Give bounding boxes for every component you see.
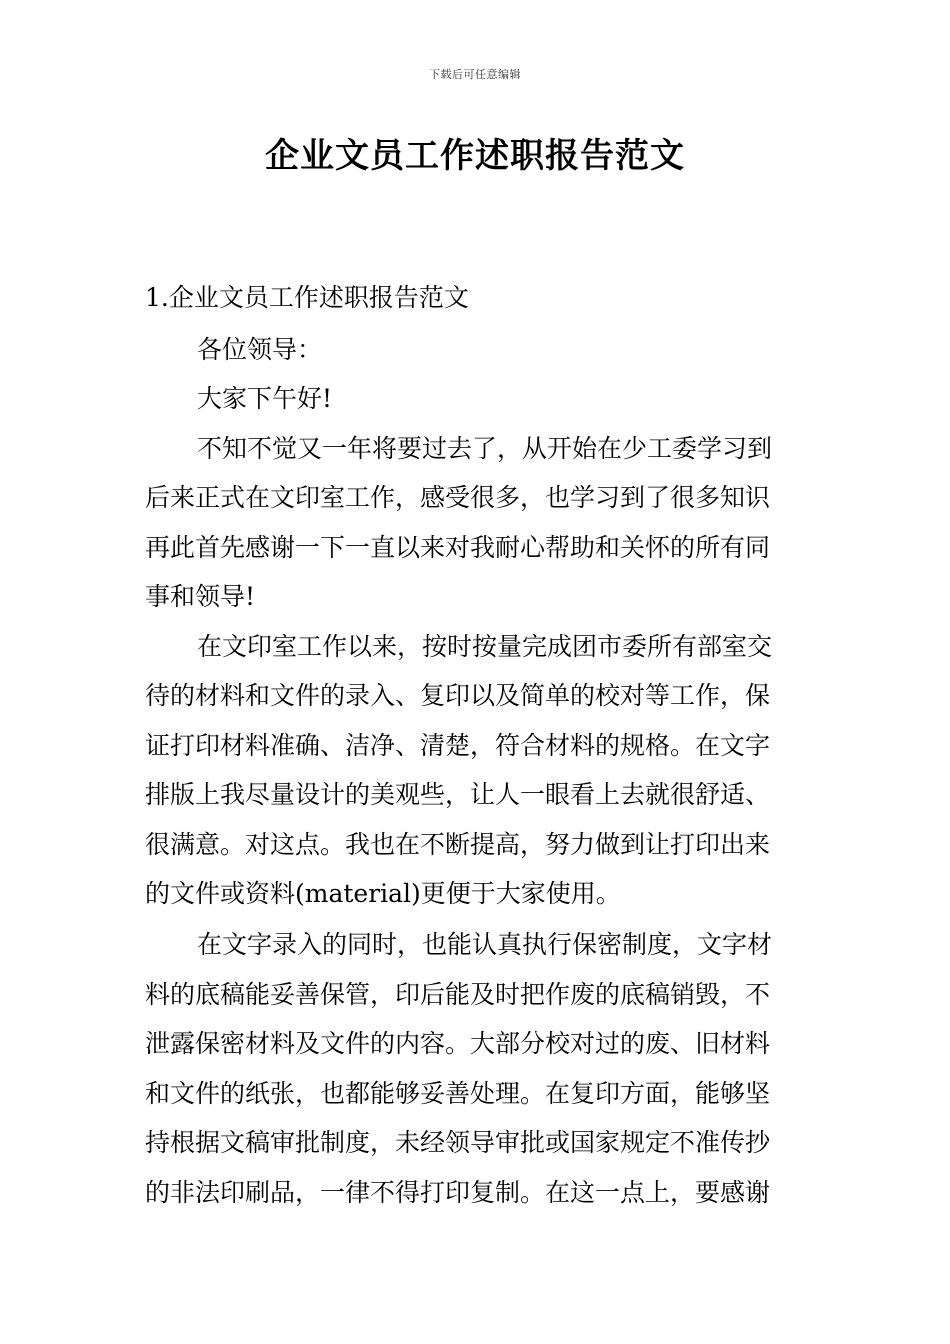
- header-note: 下载后可任意编辑: [429, 68, 521, 81]
- paragraph-1-line-2: 后来正式在文印室工作，感受很多，也学习到了很多知识: [145, 483, 771, 512]
- paragraph-2-line-4: 排版上我尽量设计的美观些，让人一眼看上去就很舒适、: [145, 780, 771, 809]
- paragraph-3-line-6: 的非法印刷品，一律不得打印复制。在这一点上，要感谢: [145, 1178, 771, 1207]
- paragraph-3-line-4: 和文件的纸张，也都能够妥善处理。在复印方面，能够坚: [145, 1079, 771, 1108]
- paragraph-3-line-2: 料的底稿能妥善保管，印后能及时把作废的底稿销毁，不: [145, 980, 771, 1009]
- paragraph-2-line-1: 在文印室工作以来，按时按量完成团市委所有部室交: [197, 632, 773, 661]
- paragraph-2-line-2: 待的材料和文件的录入、复印以及简单的校对等工作，保: [145, 681, 771, 710]
- paragraph-2-line-3: 证打印材料准确、洁净、清楚，符合材料的规格。在文字: [145, 731, 771, 760]
- paragraph-1-line-1: 不知不觉又一年将要过去了，从开始在少工委学习到: [197, 434, 773, 463]
- salutation: 各位领导：: [197, 335, 323, 364]
- section-heading: 1.企业文员工作述职报告范文: [145, 283, 469, 312]
- greeting: 大家下午好!: [197, 384, 333, 413]
- paragraph-2-line-6: 的文件或资料(material)更便于大家使用。: [145, 879, 621, 908]
- paragraph-3-line-1: 在文字录入的同时，也能认真执行保密制度，文字材: [197, 930, 773, 959]
- paragraph-2-line-5: 很满意。对这点。我也在不断提高，努力做到让打印出来: [145, 830, 771, 859]
- paragraph-1-line-3: 再此首先感谢一下一直以来对我耐心帮助和关怀的所有同: [145, 533, 771, 562]
- paragraph-3-line-3: 泄露保密材料及文件的内容。大部分校对过的废、旧材料: [145, 1029, 771, 1058]
- paragraph-3-line-5: 持根据文稿审批制度，未经领导审批或国家规定不准传抄: [145, 1128, 771, 1157]
- paragraph-1-line-4: 事和领导!: [145, 582, 256, 611]
- document-title: 企业文员工作述职报告范文: [265, 136, 685, 176]
